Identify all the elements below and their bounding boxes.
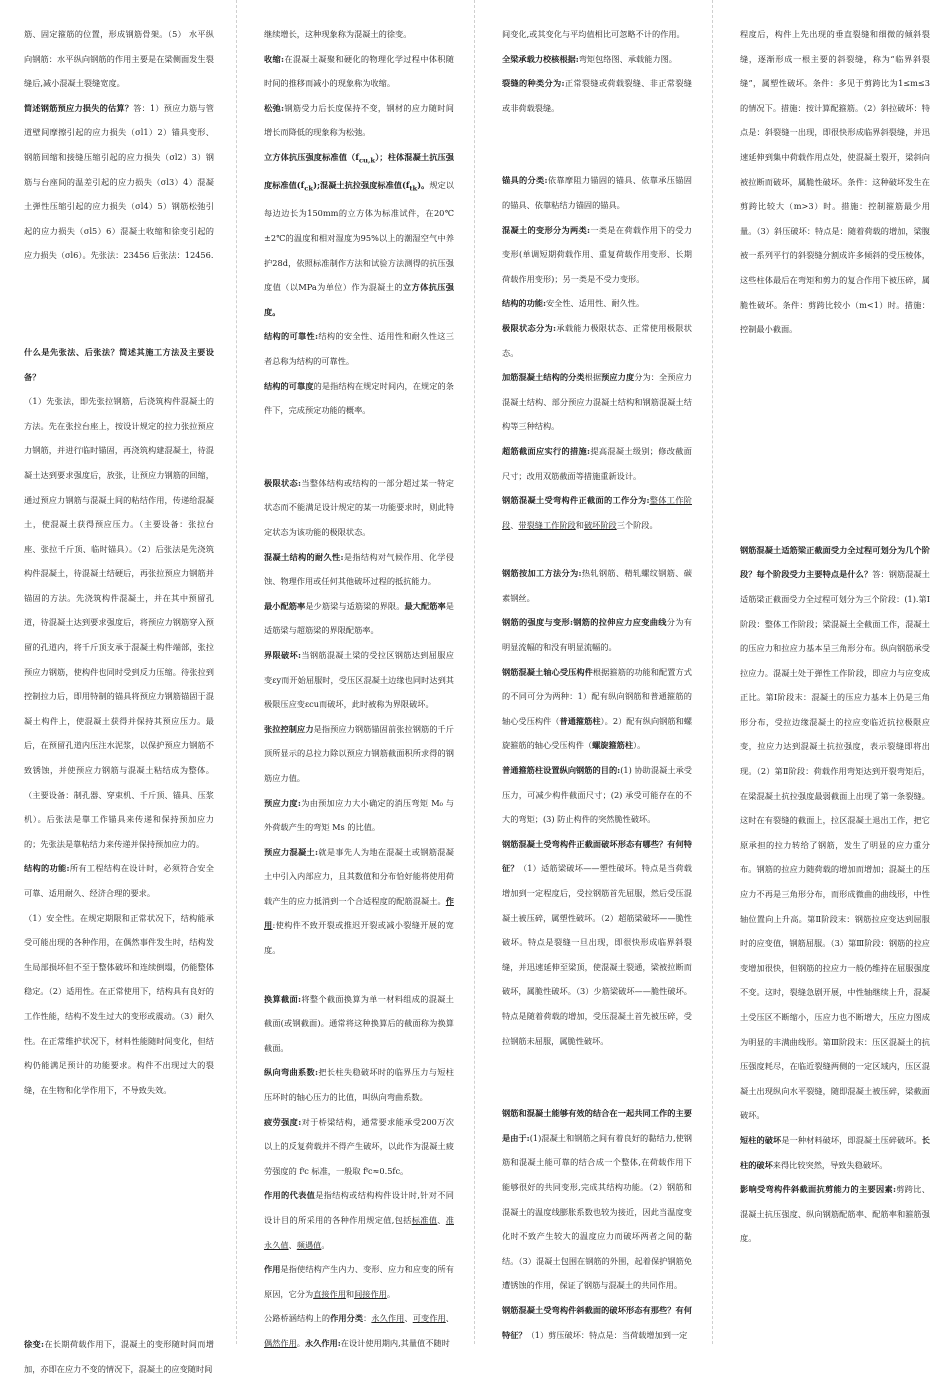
term-heading: 界限破坏: xyxy=(264,649,302,660)
paragraph xyxy=(502,1101,692,1298)
paragraph: 最小配筋率是少筋梁与适筋梁的界限。最大配筋率是适筋梁与超筋梁的界限配筋率。 xyxy=(264,600,454,636)
paragraph-body: 在混凝土凝聚和硬化的物理化学过程中体积随时间的推移而减小的现象称为收缩。 xyxy=(264,53,454,89)
paragraph-body: 规定以每边边长为150mm的立方体为标准试件，在20℃±2℃的温度和相对湿度为95%以上的潮湿空气中养护28d，依照标准制作方法和试验方法测得的抗压强度值（以MPa为单位）作为混凝土的 xyxy=(264,180,454,293)
paragraph xyxy=(264,96,454,145)
term-heading: 永久作用: xyxy=(304,1337,341,1348)
paragraph xyxy=(24,96,214,268)
term-heading: 裂缝的种类分为: xyxy=(502,78,565,89)
term-heading: 换算截面: xyxy=(264,993,302,1004)
paragraph xyxy=(502,71,692,120)
column-divider xyxy=(236,0,237,1344)
paragraph: 继续增长，这种现象称为混凝土的徐变。 xyxy=(264,29,412,39)
paragraph-body: 答：1）预应力筋与管道壁间摩擦引起的应力损失（σl1）2）锚具变形、钢筋回缩和接缝压缩引起的应力损失（σl2）3）钢筋与台座间的温差引起的应力损失（σl3）4）混凝土弹性压缩引起的应力损失（σl4）5）钢筋松弛引起的应力损失（σl5）6）混凝土收缩和徐变引起的应力损失（σl6）。先张法：23456 后张法：12456. xyxy=(24,102,214,261)
paragraph xyxy=(264,987,454,1061)
paragraph-body: 是指使结构产生内力、变形、应力和应变的所有原因，它分为 xyxy=(264,1264,454,1299)
paragraph xyxy=(502,168,692,217)
paragraph-body: 当整体结构或结构的一部分超过某一特定状态而不能满足设计规定的某一功能要求时，则此特定状态为该功能的极限状态。 xyxy=(264,477,454,537)
paragraph-body: 为由预加应力大小确定的消压弯矩 M₀ 与外荷载产生的弯矩 Ms 的比值。 xyxy=(264,797,454,833)
paragraph: 作用是指使结构产生内力、变形、应力和应变的所有原因，它分为直接作用和间接作用。 xyxy=(264,1264,454,1299)
term-heading: 结构的功能: xyxy=(24,863,70,874)
column-2 xyxy=(264,22,454,1356)
term-heading: 钢筋混凝土受弯构件正截面破坏形态有哪些？有何特征？ xyxy=(502,838,692,874)
paragraph-body: 分为有明显流幅的和没有明显流幅的。 xyxy=(502,617,692,653)
paragraph xyxy=(502,439,692,488)
term-heading: 结构的功能: xyxy=(502,298,546,309)
paragraph-body: 弯矩包络图、承载能力图。 xyxy=(578,53,677,64)
paragraph xyxy=(264,374,454,423)
column-4 xyxy=(740,22,930,1251)
term-heading: 结构的可靠度 xyxy=(264,380,314,391)
paragraph xyxy=(264,47,454,96)
paragraph-body: 答：钢筋混凝土适筋梁正截面受力全过程可划分为三个阶段：(1).第Ⅰ阶段：整体工作阶段；梁混凝土全截面工作，混凝土的压应力和拉应力基本呈三角形分布。纵向钢筋承受拉应力。混凝土处于弹性工作阶段，即应力与应变成正比。第Ⅰ阶段末：混凝土的压应力基本上仍是三角形分布，受拉边缘混凝土的拉应变临近抗拉极限应变，拉应力达到混凝土抗拉强度，表示裂缝即将出现。（2）第Ⅱ阶段：荷载作用弯矩达到开裂弯矩后，在梁混凝土抗拉强度最弱截面上出现了第一条裂缝。这时在有裂缝的截面上，拉区混凝土退出工作，把它原承担的拉力转给了钢筋，发生了明显的应力重分布。钢筋的拉应力随荷载的增加而增加；混凝土的压应力不再是三角形分布，而形成微曲的曲线形，中性轴位置向上升高。第Ⅱ阶段末：钢筋拉应变达到屈服时的应变值，钢筋屈服。（3）第Ⅲ阶段：钢筋的拉应变增加很快，但钢筋的拉应力一般仍维持在屈服强度不变。这时，裂缝急剧开展，中性轴继续上升，混凝土受压区不断缩小，压应力也不断增大，压应力图成为明显的丰满曲线形。第Ⅲ阶段末：压区混凝土的抗压强度耗尽，在临近裂缝两侧的一定区域内，压区混凝土出现纵向水平裂缝，随即混凝土被压碎，梁截面破坏。 xyxy=(740,569,930,1121)
paragraph xyxy=(502,316,692,365)
paragraph-body: 承载能力极限状态、正常使用极限状态。 xyxy=(502,322,692,358)
paragraph xyxy=(502,610,692,659)
paragraph: 钢筋混凝土受弯构件正截面的工作分为:整体工作阶段、带裂缝工作阶段和破坏阶段三个阶段。 xyxy=(502,495,692,530)
paragraph-body: 根据箍筋的功能和配置方式的不同可分为两种：1）配有纵向钢筋和普通箍筋的轴心受压构件（ xyxy=(502,666,692,726)
paragraph-body: 钢筋受力后长度保持不变，钢材的应力随时间增长而降低的现象称为松弛。 xyxy=(264,102,454,138)
paragraph xyxy=(24,1332,214,1381)
term-heading: 什么是先张法、后张法？简述其施工方法及主要设备？ xyxy=(24,346,214,382)
paragraph-body: 是指预应力钢筋锚固前张拉钢筋的千斤顶所显示的总拉力除以预应力钢筋截面积所求得的钢筋应力值。 xyxy=(264,723,454,783)
paragraph-body: (1)混凝土和钢筋之间有着良好的黏结力,使钢筋和混凝土能可靠的结合成一个整体,在荷载作用下能够很好的共同变形,完成其结构功能。（2）钢筋和混凝土的温度线膨胀系数也较为接近，因此当温度变化时不致产生较大的温度应力而破坏两者之间的黏结。（3）混凝土包围在钢筋的外围，起着保护钢筋免遭锈蚀的作用，保证了钢筋与混凝土的共同作用。 xyxy=(502,1132,692,1291)
column-3 xyxy=(502,22,692,1347)
term-heading: 混凝土的变形分为两类: xyxy=(502,224,591,235)
paragraph: 间变化,或其变化与平均值相比可忽略不计的作用。 xyxy=(502,29,685,39)
term-underline: 作用 xyxy=(264,895,454,931)
paragraph-body: 对于桥梁结构，通常要求能承受200万次以上的反复荷载并不得产生破坏，以此作为混凝土疲劳强度的 fᶠc 标准，一般取 fᶠc≈0.5fc。 xyxy=(264,1116,454,1176)
paragraph-body: 是指结构或结构构件设计时,针对不同设计目的所采用的各种作用规定值,包括 xyxy=(264,1190,454,1225)
paragraph xyxy=(502,832,692,1053)
term-heading: 混凝土结构的耐久性: xyxy=(264,551,344,562)
paragraph xyxy=(264,791,454,840)
paragraph-body: 的是指结构在规定时间内，在规定的条件下，完成预定功能的概率。 xyxy=(264,380,454,416)
term-heading: 钢筋混凝土轴心受压构件 xyxy=(502,666,593,677)
paragraph: 预应力混凝土:就是事先人为地在混凝土或钢筋混凝土中引入内部应力，且其数值和分布恰好能将使用荷载产生的应力抵消到一个合适程度的配筋混凝土。作用:使构件不致开裂或推迟开裂或减小裂缝开展的宽度。 xyxy=(264,846,454,956)
paragraph-body: 把长柱失稳破坏时的临界压力与短柱压坏时的轴心压力的比值，叫纵向弯曲系数。 xyxy=(264,1067,454,1103)
paragraph xyxy=(24,340,214,389)
term-underline: 永久作用 xyxy=(371,1313,405,1324)
paragraph xyxy=(740,1177,930,1251)
term-underline: 可变作用 xyxy=(412,1313,446,1324)
term-heading: 影响受弯构件斜截面抗剪能力的主要因素: xyxy=(740,1184,896,1195)
term-heading: 长柱的破坏 xyxy=(740,1134,930,1170)
term-heading: 纵向弯曲系数: xyxy=(264,1067,319,1078)
term-heading: 最小配筋率 xyxy=(264,600,306,611)
paragraph xyxy=(502,291,692,316)
term-heading: 预应力度 xyxy=(601,372,635,383)
term-underline: 间接作用 xyxy=(354,1288,387,1299)
paragraph xyxy=(264,1110,454,1184)
paragraph-body: 当钢筋混凝土梁的受拉区钢筋达到屈服应变εy而开始屈服时，受压区混凝土边缘也同时达到其极限压应变εcu而破坏，此时被称为界限破坏。 xyxy=(264,649,454,710)
term-heading: 立方体抗压强度标准值$(f_{cu,k})$；柱体混凝土抗压强度标准值$(f_{ck})$;混凝土抗拉强度标准值$(f_{tk})$。 xyxy=(264,151,454,193)
paragraph-body: 所有工程结构在设计时，必须符合安全可靠、适用耐久、经济合理的要求。 xyxy=(24,863,214,898)
paragraph-body: 结构的安全性、适用性和耐久性这三者总称为结构的可靠性。 xyxy=(264,331,454,366)
paragraph-body: 提高混凝土级别；修改截面尺寸；改用双筋截面等措施重新设计。 xyxy=(502,445,692,481)
term-heading: 收缩: xyxy=(264,53,285,64)
term-heading: 普通箍筋柱设置纵向钢筋的目的: xyxy=(502,765,621,776)
paragraph: 程度后，构件上先出现的垂直裂缝和细微的倾斜裂缝，逐渐形成一根主要的斜裂缝，称为“临界斜裂缝”，属塑性破坏。条件：多见于剪跨比为1≤m≤3的情况下。措施：按计算配箍筋。（2）斜拉破坏：特点是：斜裂缝一出现，即很快形成临界斜裂缝，并迅速延伸到集中荷载作用点处，使混凝土裂开，梁斜向被拉断而破坏，属脆性破坏。条件：这种破坏发生在剪跨比较大（m>3）时。措施：控制箍筋最少用量。（3）斜压破坏：特点是：随着荷载的增加，梁腹被一系列平行的斜裂缝分割成许多倾斜的受压棱体，这些柱体最后在弯矩和剪力的复合作用下被压碎，属脆性破坏。条件：剪跨比较小（m<1）时。措施：控制最小截面。 xyxy=(740,29,930,335)
paragraph-body: 剪跨比、混凝土抗压强度、纵向钢筋配筋率、配筋率和箍筋强度。 xyxy=(740,1184,930,1244)
paragraph xyxy=(502,561,692,610)
paragraph: 作用的代表值是指结构或结构构件设计时,针对不同设计目的所采用的各种作用规定值,包括标准值、准永久值、频遇值。 xyxy=(264,1190,454,1250)
paragraph xyxy=(264,145,454,324)
paragraph-body: (1) 协助混凝土承受压力，可减少构件截面尺寸；(2) 承受可能存在的不大的弯矩；(3) 防止构件的突然脆性破坏。 xyxy=(502,765,692,825)
paragraph xyxy=(264,471,454,545)
paragraph-body: （1）剪压破坏：特点是：当荷载增加到一定 xyxy=(526,1329,688,1340)
paragraph-body: 正常裂缝或荷载裂缝、非正常裂缝或非荷载裂缝。 xyxy=(502,78,692,113)
paragraph xyxy=(264,643,454,717)
term-heading: 全梁承载力校核根据: xyxy=(502,53,579,64)
term-heading: 疲劳强度: xyxy=(264,1116,302,1127)
paragraph-body: 依靠摩阻力锚固的锚具、依靠承压锚固的锚具、依靠粘结力锚固的锚具。 xyxy=(502,175,692,210)
paragraph-body: 就是事先人为地在混凝土或钢筋混凝土中引入内部应力，且其数值和分布恰好能将使用荷载产生的应力抵消到一个合适程度的配筋混凝土。 xyxy=(264,846,454,906)
term-heading: 结构的可靠性: xyxy=(264,331,319,342)
term-heading: 作用 xyxy=(264,1264,281,1275)
term-underline: 偶然作用 xyxy=(264,1337,297,1348)
paragraph xyxy=(740,538,930,1128)
term-heading: 张拉控制应力 xyxy=(264,723,314,734)
term-heading: 钢筋和混凝土能够有效的结合在一起共同工作的主要是由于: xyxy=(502,1108,692,1143)
term-underline: 直接作用 xyxy=(313,1288,346,1299)
column-divider xyxy=(712,0,713,1344)
paragraph-body: 安全性、适用性、耐久性。 xyxy=(545,298,645,309)
paragraph: 钢筋混凝土轴心受压构件根据箍筋的功能和配置方式的不同可分为两种：1）配有纵向钢筋和普通箍筋的轴心受压构件（普通箍筋柱）。2）配有纵向钢筋和螺旋箍筋的轴心受压构件（螺旋箍筋柱）。 xyxy=(502,666,692,751)
term-heading: 最大配筋率 xyxy=(404,600,446,611)
paragraph xyxy=(502,218,692,292)
term-emphasis: 立方体抗压强度。 xyxy=(264,282,454,317)
term-heading: 极限状态: xyxy=(264,477,302,488)
paragraph xyxy=(264,717,454,791)
term-heading: 作用分类 xyxy=(330,1313,364,1324)
paragraph xyxy=(264,545,454,594)
paragraph-body: （1）适筋梁破坏——塑性破坏。特点是当荷载增加到一定程度后，受拉钢筋首先屈服，然后受压混凝土被压碎，属塑性破坏。（2）超筋梁破坏——脆性破坏。特点是裂缝一旦出现，即很快形成临界斜裂缝，并迅速延伸至梁顶，使混凝土裂通，梁被拉断而破坏，属脆性破坏。（3）少筋梁破坏——脆性破坏。特点是随着荷载的增加，受压混凝土首先被压碎，受拉钢筋未屈服，属脆性破坏。 xyxy=(502,863,692,1046)
paragraph-body: 来得比较突然，导致失稳破坏。 xyxy=(772,1159,888,1170)
paragraph-body: 分为：全预应力混凝土结构、部分预应力混凝土结构和钢筋混凝土结构等三种结构。 xyxy=(502,372,692,432)
column-divider xyxy=(474,0,475,1344)
paragraph-body: 是适筋梁与超筋梁的界限配筋率。 xyxy=(264,600,454,636)
term-underline: 破坏阶段 xyxy=(583,519,617,530)
term-heading: 松弛: xyxy=(264,102,285,113)
term-heading: 预应力混凝土: xyxy=(264,846,319,857)
term-heading: 钢筋的强度与变形: xyxy=(502,617,573,628)
paragraph: 公路桥涵结构上的作用分类：永久作用、可变作用、偶然作用。永久作用:在设计使用期内,其量值不随时 xyxy=(264,1313,454,1348)
paragraph: 加筋混凝土结构的分类根据预应力度分为：全预应力混凝土结构、部分预应力混凝土结构和钢筋混凝土结构等三种结构。 xyxy=(502,372,692,432)
term-heading: 徐变: xyxy=(24,1339,45,1350)
column-1 xyxy=(24,22,214,1382)
paragraph: （1）安全性。在规定期限和正常状况下，结构能承受可能出现的各种作用，在偶然事件发生时，结构发生局部损坏但不至于整体破坏和连续倒塌，仍能整体稳定。（2）适用性。在正常使用下，结构具有良好的工作性能，结构不发生过大的变形或震动。（3）耐久性。在正常维护状况下，材料性能随时间变化，但结构仍能满足预计的功能要求。构件不出现过大的裂缝，在生物和化学作用下，不导致失效。 xyxy=(24,912,214,1095)
term-heading: 钢筋混凝土受弯构件斜截面的破坏形态有那些？有何特征？ xyxy=(502,1304,692,1340)
term-heading: 钢筋混凝土受弯构件正截面的工作分为: xyxy=(502,495,650,506)
paragraph-body: 将整个截面换算为单一材料组成的混凝土截面(或钢截面)。通常将这种换算后的截面称为换算截面。 xyxy=(264,993,454,1053)
term-heading: 预应力度: xyxy=(264,797,301,808)
paragraph xyxy=(502,758,692,832)
term-heading: 钢筋按加工方法分为: xyxy=(502,568,582,579)
term-underline: 标准值 xyxy=(411,1215,438,1225)
term-heading: 短柱的破坏 xyxy=(740,1134,782,1145)
paragraph-body: 一类是在荷载作用下的受力变形(单调短期荷载作用、重复荷载作用变形、长期荷载作用变形)；另一类是不受力变形。 xyxy=(502,224,692,284)
paragraph-body: 是指结构对气候作用、化学侵蚀、物理作用或任何其他破坏过程的抵抗能力。 xyxy=(264,551,454,587)
term-underline: 整体工作阶段 xyxy=(502,495,692,530)
paragraph xyxy=(502,47,692,72)
paragraph-body: 热轧钢筋、精轧螺纹钢筋、碳素钢丝。 xyxy=(502,568,692,603)
term-underline: 带裂缝工作阶段 xyxy=(518,519,576,530)
paragraph xyxy=(502,1298,692,1347)
term-heading: 极限状态分为: xyxy=(502,322,557,333)
paragraph-body: 在长期荷载作用下，混凝土的变形随时间而增加，亦即在应力不变的情况下，混凝土的应变随时间 xyxy=(24,1339,214,1374)
paragraph xyxy=(264,324,454,373)
paragraph: 筋、固定箍筋的位置，形成钢筋骨架。（5） 水平纵向钢筋：水平纵向钢筋的作用主要是在梁侧面发生裂缝后,减小混凝土裂缝宽度。 xyxy=(24,29,214,89)
paragraph xyxy=(264,1060,454,1109)
term-heading: 钢筋的拉伸应力应变曲线 xyxy=(573,617,667,628)
term-underline: 准永久值 xyxy=(264,1215,454,1250)
term-heading: 锚具的分类: xyxy=(502,175,548,186)
term-heading: 作用的代表值 xyxy=(264,1190,316,1201)
term-heading: 简述钢筋预应力损失的估算？ xyxy=(24,102,134,113)
term-underline: 频遇值 xyxy=(296,1239,322,1250)
paragraph: 短柱的破坏是一种材料破坏，即混凝土压碎破坏。长柱的破坏来得比较突然，导致失稳破坏。 xyxy=(740,1134,930,1170)
paragraph xyxy=(24,856,214,905)
term-heading: 钢筋混凝土适筋梁正截面受力全过程可划分为几个阶段？每个阶段受力主要特点是什么？ xyxy=(740,544,930,580)
paragraph: （1）先张法，即先张拉钢筋，后浇筑构件混凝土的方法。先在张拉台座上，按设计规定的拉力张拉预应力钢筋，并进行临时锚固，再浇筑构建混凝土，待混凝土达到要求强度后，放张，让预应力钢筋的回缩，通过预应力钢筋与混凝土间的粘结作用，传递给混凝土，使混凝土获得预应压力。（主要设备：张拉台座、张拉千斤顶、临时锚具）。（2）后张法是先浇筑构件混凝土，待混凝土结硬后，再张拉预应力钢筋并锚固的方法。先浇筑构件混凝土，并在其中预留孔道，待混凝土达到要求强度后，将预应力钢筋穿入预留的孔道内，将千斤顶支承于混凝土构件端部，张拉预应力钢筋，使构件也同时受到反力压缩。待张拉到控制拉力后，即用特制的锚具将预应力钢筋锚固于混凝土构件上，使混凝土获得并保持其预应压力。最后，在预留孔道内压注水泥浆，以保护预应力钢筋不致锈蚀，并使预应力钢筋与混凝土粘结成为整体。（主要设备：制孔器、穿束机、千斤顶、锚具、压浆机）。后张法是靠工作锚具来传递和保持预加应力的；先张法是靠粘结力来传递并保持预加应力的。 xyxy=(24,396,214,849)
term-heading: 加筋混凝土结构的分类 xyxy=(502,372,585,383)
term-heading: 超筋截面应实行的措施: xyxy=(502,445,591,456)
